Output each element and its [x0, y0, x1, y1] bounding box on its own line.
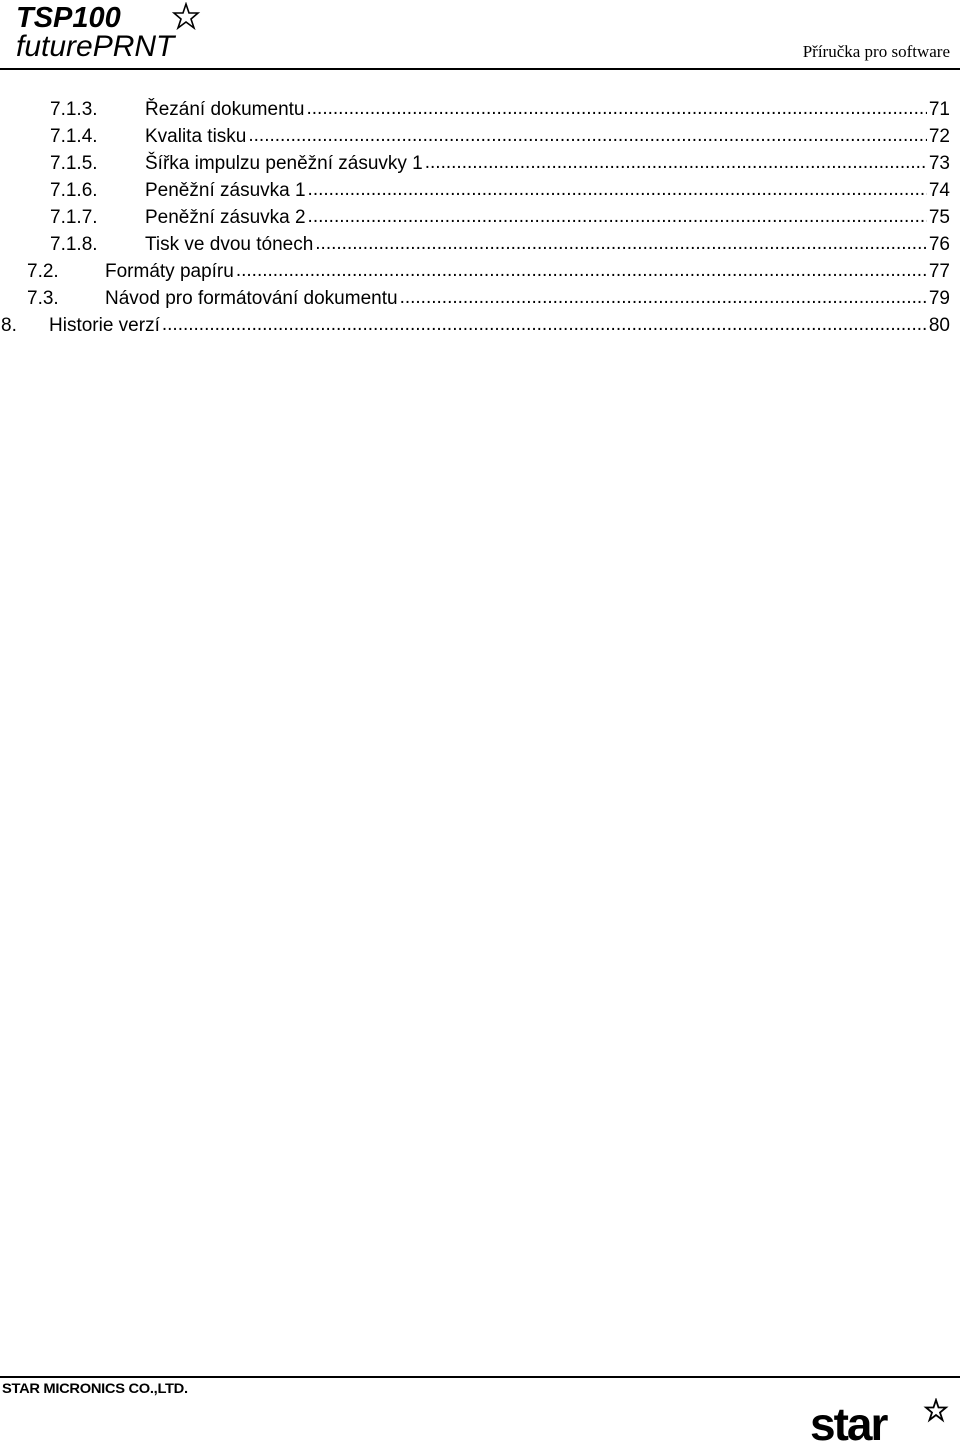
toc-entry-number: 7.1.6. — [50, 180, 98, 201]
toc-entry-leader — [307, 95, 927, 122]
toc-entry-leader — [425, 149, 927, 176]
footer-company: STAR MICRONICS CO.,LTD. — [2, 1380, 188, 1396]
toc-entry-number: 7.2. — [27, 261, 59, 282]
toc-entry-number: 7.1.7. — [50, 207, 98, 228]
toc-entry-title: Peněžní zásuvka 2 — [145, 207, 306, 228]
toc-entry[interactable] — [0, 123, 950, 150]
toc-entry[interactable] — [0, 204, 950, 231]
toc-entry-page: 79 — [928, 288, 950, 309]
toc-entry-leader — [308, 203, 927, 230]
toc-entry[interactable] — [0, 150, 950, 177]
toc-entry-leader — [308, 176, 927, 203]
toc-entry[interactable] — [0, 312, 950, 339]
toc-entry-number: 8. — [1, 315, 17, 336]
toc-entry-number: 7.3. — [27, 288, 59, 309]
toc-entry-leader — [162, 311, 927, 338]
toc-entry-title: Návod pro formátování dokumentu — [105, 288, 398, 309]
toc-entry[interactable] — [0, 177, 950, 204]
footer-rule — [0, 1376, 960, 1378]
toc-entry-page: 74 — [928, 180, 950, 201]
toc-entry-page: 73 — [928, 153, 950, 174]
toc-entry-number: 7.1.4. — [50, 126, 98, 147]
toc-entry[interactable] — [0, 258, 950, 285]
star-icon — [174, 4, 198, 28]
toc-entry-title: Kvalita tisku — [145, 126, 247, 147]
table-of-contents — [0, 96, 950, 339]
toc-entry-page: 71 — [928, 99, 950, 120]
toc-entry-page: 76 — [928, 234, 950, 255]
toc-entry-title: Tisk ve dvou tónech — [145, 234, 314, 255]
star-icon — [926, 1400, 946, 1420]
toc-entry-title: Formáty papíru — [105, 261, 234, 282]
star-logo-text: star — [810, 1398, 887, 1444]
toc-entry-page: 77 — [928, 261, 950, 282]
toc-entry-page: 75 — [928, 207, 950, 228]
toc-entry-title: Historie verzí — [49, 315, 160, 336]
toc-entry-leader — [315, 230, 927, 257]
toc-entry-title: Řezání dokumentu — [145, 99, 305, 120]
logo-line1: TSP100 — [16, 2, 121, 34]
toc-entry[interactable] — [0, 231, 950, 258]
toc-entry-number: 7.1.3. — [50, 99, 98, 120]
logo-line2: futurePRNT — [16, 30, 175, 62]
tsp100-futureprnt-logo — [16, 2, 246, 62]
header-rule — [0, 68, 960, 70]
toc-entry-number: 7.1.8. — [50, 234, 98, 255]
toc-entry-page: 80 — [928, 315, 950, 336]
header-title: Příručka pro software — [802, 42, 950, 61]
toc-entry-page: 72 — [928, 126, 950, 147]
toc-entry-title: Šířka impulzu peněžní zásuvky 1 — [145, 153, 423, 174]
star-logo — [810, 1398, 950, 1444]
toc-entry-leader — [400, 284, 927, 311]
toc-entry-leader — [248, 122, 926, 149]
toc-entry[interactable] — [0, 285, 950, 312]
toc-entry-number: 7.1.5. — [50, 153, 98, 174]
toc-entry-leader — [236, 257, 927, 284]
toc-entry-title: Peněžní zásuvka 1 — [145, 180, 306, 201]
toc-entry[interactable] — [0, 96, 950, 123]
